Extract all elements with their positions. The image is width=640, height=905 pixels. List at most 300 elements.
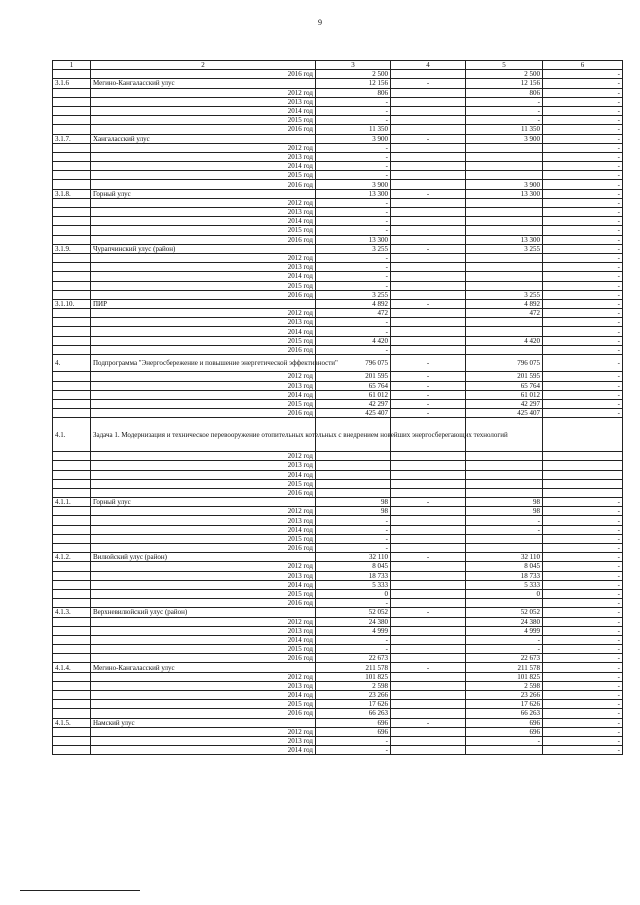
total-cell bbox=[316, 470, 391, 479]
other-cell bbox=[543, 461, 623, 470]
federal-cell bbox=[391, 599, 466, 608]
item-name-cell: Верхневилюйский улус (район) bbox=[91, 608, 316, 617]
federal-cell bbox=[391, 88, 466, 97]
federal-cell bbox=[391, 217, 466, 226]
year-cell: 2016 год bbox=[91, 125, 316, 134]
row-number-cell bbox=[53, 470, 91, 479]
regional-cell bbox=[466, 198, 543, 207]
table-row bbox=[53, 718, 623, 727]
other-cell: - bbox=[543, 663, 623, 672]
item-name-cell: Мегино-Кангаласский улус bbox=[91, 663, 316, 672]
total-cell bbox=[316, 488, 391, 497]
table-row bbox=[53, 516, 623, 525]
year-cell: 2012 год bbox=[91, 452, 316, 461]
row-number-cell bbox=[53, 125, 91, 134]
federal-cell bbox=[391, 654, 466, 663]
row-number-cell bbox=[53, 516, 91, 525]
other-cell: - bbox=[543, 79, 623, 88]
regional-cell: 22 673 bbox=[466, 654, 543, 663]
table-row bbox=[53, 418, 623, 452]
total-cell: 98 bbox=[316, 507, 391, 516]
total-cell: - bbox=[316, 253, 391, 262]
other-cell: - bbox=[543, 608, 623, 617]
federal-cell bbox=[391, 691, 466, 700]
table-row bbox=[53, 88, 623, 97]
regional-cell bbox=[466, 281, 543, 290]
total-cell: 211 578 bbox=[316, 663, 391, 672]
other-cell: - bbox=[543, 97, 623, 106]
regional-cell bbox=[466, 272, 543, 281]
total-cell: - bbox=[316, 171, 391, 180]
other-cell: - bbox=[543, 390, 623, 399]
regional-cell: 101 825 bbox=[466, 672, 543, 681]
footnote-divider bbox=[20, 890, 140, 891]
row-number-cell bbox=[53, 654, 91, 663]
table-row bbox=[53, 134, 623, 143]
other-cell: - bbox=[543, 299, 623, 308]
total-cell: 3 900 bbox=[316, 180, 391, 189]
federal-cell bbox=[391, 635, 466, 644]
row-number-cell bbox=[53, 381, 91, 390]
regional-cell bbox=[466, 479, 543, 488]
table-row bbox=[53, 470, 623, 479]
table-row bbox=[53, 299, 623, 308]
regional-cell: 3 255 bbox=[466, 290, 543, 299]
year-cell: 2012 год bbox=[91, 88, 316, 97]
federal-cell bbox=[391, 309, 466, 318]
row-number-cell bbox=[53, 709, 91, 718]
other-cell: - bbox=[543, 571, 623, 580]
regional-cell: 211 578 bbox=[466, 663, 543, 672]
row-number-cell bbox=[53, 235, 91, 244]
row-number-cell bbox=[53, 345, 91, 354]
other-cell: - bbox=[543, 599, 623, 608]
other-cell bbox=[543, 470, 623, 479]
row-number-cell bbox=[53, 106, 91, 115]
table-row bbox=[53, 681, 623, 690]
row-number-cell bbox=[53, 253, 91, 262]
other-cell: - bbox=[543, 263, 623, 272]
other-cell: - bbox=[543, 580, 623, 589]
federal-cell bbox=[391, 198, 466, 207]
regional-cell: 8 045 bbox=[466, 562, 543, 571]
other-cell: - bbox=[543, 327, 623, 336]
year-cell: 2012 год bbox=[91, 727, 316, 736]
other-cell: - bbox=[543, 226, 623, 235]
table-row bbox=[53, 180, 623, 189]
federal-cell bbox=[391, 525, 466, 534]
federal-cell: - bbox=[391, 663, 466, 672]
year-cell: 2013 год bbox=[91, 97, 316, 106]
federal-cell bbox=[391, 645, 466, 654]
other-cell: - bbox=[543, 372, 623, 381]
table-row bbox=[53, 372, 623, 381]
regional-cell: 0 bbox=[466, 589, 543, 598]
row-number-cell bbox=[53, 97, 91, 106]
total-cell bbox=[316, 479, 391, 488]
other-cell: - bbox=[543, 672, 623, 681]
other-cell: - bbox=[543, 116, 623, 125]
year-cell: 2016 год bbox=[91, 488, 316, 497]
federal-cell bbox=[391, 470, 466, 479]
total-cell: - bbox=[316, 143, 391, 152]
total-cell: 61 012 bbox=[316, 390, 391, 399]
row-number-cell bbox=[53, 452, 91, 461]
regional-cell: 3 900 bbox=[466, 180, 543, 189]
table-row bbox=[53, 217, 623, 226]
other-cell: - bbox=[543, 134, 623, 143]
item-name-cell: Хангаласский улус bbox=[91, 134, 316, 143]
federal-cell bbox=[391, 727, 466, 736]
other-cell: - bbox=[543, 700, 623, 709]
row-number-cell: 3.1.6 bbox=[53, 79, 91, 88]
row-number-cell bbox=[53, 70, 91, 79]
table-row bbox=[53, 244, 623, 253]
row-number-cell bbox=[53, 525, 91, 534]
row-number-cell bbox=[53, 309, 91, 318]
total-cell: 32 110 bbox=[316, 553, 391, 562]
row-number-cell bbox=[53, 372, 91, 381]
row-number-cell bbox=[53, 88, 91, 97]
other-cell: - bbox=[543, 736, 623, 745]
total-cell: 101 825 bbox=[316, 672, 391, 681]
total-cell: 13 300 bbox=[316, 235, 391, 244]
row-number-cell bbox=[53, 672, 91, 681]
total-cell: 42 297 bbox=[316, 399, 391, 408]
other-cell: - bbox=[543, 516, 623, 525]
row-number-cell bbox=[53, 617, 91, 626]
table-row bbox=[53, 381, 623, 390]
federal-cell bbox=[391, 318, 466, 327]
year-cell: 2012 год bbox=[91, 672, 316, 681]
regional-cell: 201 595 bbox=[466, 372, 543, 381]
regional-cell: 4 892 bbox=[466, 299, 543, 308]
federal-cell bbox=[391, 589, 466, 598]
year-cell: 2014 год bbox=[91, 162, 316, 171]
row-number-cell bbox=[53, 327, 91, 336]
year-cell: 2016 год bbox=[91, 544, 316, 553]
regional-cell: 98 bbox=[466, 507, 543, 516]
regional-cell bbox=[466, 226, 543, 235]
row-number-cell bbox=[53, 645, 91, 654]
table-row bbox=[53, 562, 623, 571]
table-row bbox=[53, 498, 623, 507]
row-number-cell: 4.1.1. bbox=[53, 498, 91, 507]
regional-cell: 4 999 bbox=[466, 626, 543, 635]
regional-cell: 11 350 bbox=[466, 125, 543, 134]
row-number-cell bbox=[53, 390, 91, 399]
table-row bbox=[53, 189, 623, 198]
other-cell: - bbox=[543, 162, 623, 171]
total-cell: - bbox=[316, 97, 391, 106]
column-header: 4 bbox=[391, 61, 466, 70]
regional-cell: 98 bbox=[466, 498, 543, 507]
total-cell: 806 bbox=[316, 88, 391, 97]
table-row bbox=[53, 125, 623, 134]
row-number-cell bbox=[53, 272, 91, 281]
other-cell bbox=[543, 479, 623, 488]
other-cell: - bbox=[543, 290, 623, 299]
regional-cell bbox=[466, 208, 543, 217]
other-cell: - bbox=[543, 507, 623, 516]
table-row bbox=[53, 525, 623, 534]
column-header: 6 bbox=[543, 61, 623, 70]
regional-cell bbox=[466, 746, 543, 755]
other-cell: - bbox=[543, 345, 623, 354]
item-name-cell: Чурапчинский улус (район) bbox=[91, 244, 316, 253]
regional-cell bbox=[466, 318, 543, 327]
row-number-cell bbox=[53, 318, 91, 327]
other-cell: - bbox=[543, 681, 623, 690]
federal-cell: - bbox=[391, 399, 466, 408]
regional-cell: - bbox=[466, 106, 543, 115]
year-cell: 2016 год bbox=[91, 409, 316, 418]
table-row bbox=[53, 736, 623, 745]
page-number: 9 bbox=[318, 18, 322, 27]
total-cell: 3 900 bbox=[316, 134, 391, 143]
other-cell: - bbox=[543, 355, 623, 372]
table-row bbox=[53, 727, 623, 736]
regional-cell: 3 255 bbox=[466, 244, 543, 253]
regional-cell: 696 bbox=[466, 727, 543, 736]
total-cell: - bbox=[316, 106, 391, 115]
regional-cell: 425 407 bbox=[466, 409, 543, 418]
other-cell: - bbox=[543, 626, 623, 635]
row-number-cell bbox=[53, 171, 91, 180]
federal-cell bbox=[391, 208, 466, 217]
other-cell: - bbox=[543, 727, 623, 736]
table-row bbox=[53, 327, 623, 336]
federal-cell: - bbox=[391, 299, 466, 308]
row-number-cell bbox=[53, 198, 91, 207]
row-number-cell: 4. bbox=[53, 355, 91, 372]
table-row bbox=[53, 198, 623, 207]
year-cell: 2015 год bbox=[91, 171, 316, 180]
federal-cell: - bbox=[391, 244, 466, 253]
other-cell: - bbox=[543, 125, 623, 134]
regional-cell bbox=[466, 152, 543, 161]
year-cell: 2014 год bbox=[91, 272, 316, 281]
row-number-cell bbox=[53, 626, 91, 635]
regional-cell: 472 bbox=[466, 309, 543, 318]
table-row bbox=[53, 355, 623, 372]
total-cell: 12 156 bbox=[316, 79, 391, 88]
regional-cell bbox=[466, 345, 543, 354]
other-cell: - bbox=[543, 534, 623, 543]
regional-cell bbox=[466, 143, 543, 152]
item-name-cell: Вилюйский улус (район) bbox=[91, 553, 316, 562]
row-number-cell: 3.1.8. bbox=[53, 189, 91, 198]
table-row bbox=[53, 281, 623, 290]
column-header: 5 bbox=[466, 61, 543, 70]
regional-cell: - bbox=[466, 645, 543, 654]
year-cell: 2012 год bbox=[91, 562, 316, 571]
year-cell: 2013 год bbox=[91, 516, 316, 525]
total-cell: 201 595 bbox=[316, 372, 391, 381]
year-cell: 2016 год bbox=[91, 599, 316, 608]
table-row bbox=[53, 70, 623, 79]
table-row bbox=[53, 608, 623, 617]
year-cell: 2015 год bbox=[91, 534, 316, 543]
year-cell: 2012 год bbox=[91, 143, 316, 152]
other-cell: - bbox=[543, 253, 623, 262]
regional-cell bbox=[466, 544, 543, 553]
year-cell: 2014 год bbox=[91, 217, 316, 226]
total-cell: - bbox=[316, 281, 391, 290]
federal-cell bbox=[391, 746, 466, 755]
federal-cell bbox=[391, 226, 466, 235]
year-cell: 2016 год bbox=[91, 70, 316, 79]
regional-cell: 65 764 bbox=[466, 381, 543, 390]
total-cell: - bbox=[316, 116, 391, 125]
table-row bbox=[53, 534, 623, 543]
federal-cell bbox=[391, 534, 466, 543]
year-cell: 2013 год bbox=[91, 681, 316, 690]
year-cell: 2015 год bbox=[91, 589, 316, 598]
federal-cell bbox=[391, 253, 466, 262]
other-cell: - bbox=[543, 217, 623, 226]
other-cell: - bbox=[543, 746, 623, 755]
other-cell: - bbox=[543, 106, 623, 115]
federal-cell bbox=[391, 681, 466, 690]
row-number-cell bbox=[53, 336, 91, 345]
table-row bbox=[53, 263, 623, 272]
column-header: 1 bbox=[53, 61, 91, 70]
year-cell: 2014 год bbox=[91, 390, 316, 399]
table-row bbox=[53, 617, 623, 626]
other-cell: - bbox=[543, 635, 623, 644]
total-cell: - bbox=[316, 318, 391, 327]
year-cell: 2012 год bbox=[91, 372, 316, 381]
total-cell: - bbox=[316, 226, 391, 235]
other-cell bbox=[543, 452, 623, 461]
table-row bbox=[53, 709, 623, 718]
regional-cell: 4 420 bbox=[466, 336, 543, 345]
row-number-cell bbox=[53, 746, 91, 755]
table-row bbox=[53, 208, 623, 217]
year-cell: 2014 год bbox=[91, 635, 316, 644]
federal-cell bbox=[391, 152, 466, 161]
row-number-cell: 4.1. bbox=[53, 418, 91, 452]
total-cell: - bbox=[316, 208, 391, 217]
year-cell: 2016 год bbox=[91, 290, 316, 299]
total-cell: 65 764 bbox=[316, 381, 391, 390]
other-cell: - bbox=[543, 617, 623, 626]
regional-cell bbox=[466, 162, 543, 171]
other-cell: - bbox=[543, 718, 623, 727]
item-name-cell: Горный улус bbox=[91, 189, 316, 198]
regional-cell: - bbox=[466, 525, 543, 534]
federal-cell: - bbox=[391, 553, 466, 562]
row-number-cell bbox=[53, 217, 91, 226]
table-row bbox=[53, 626, 623, 635]
regional-cell bbox=[466, 171, 543, 180]
total-cell: 66 263 bbox=[316, 709, 391, 718]
row-number-cell bbox=[53, 143, 91, 152]
regional-cell: - bbox=[466, 97, 543, 106]
year-cell: 2012 год bbox=[91, 253, 316, 262]
row-number-cell bbox=[53, 562, 91, 571]
federal-cell bbox=[391, 327, 466, 336]
table-row bbox=[53, 409, 623, 418]
table-row bbox=[53, 589, 623, 598]
other-cell: - bbox=[543, 235, 623, 244]
regional-cell bbox=[466, 253, 543, 262]
table-row bbox=[53, 672, 623, 681]
row-number-cell: 3.1.7. bbox=[53, 134, 91, 143]
total-cell: 2 598 bbox=[316, 681, 391, 690]
total-cell: 52 052 bbox=[316, 608, 391, 617]
total-cell: - bbox=[316, 544, 391, 553]
row-number-cell: 4.1.4. bbox=[53, 663, 91, 672]
federal-cell bbox=[391, 479, 466, 488]
other-cell: - bbox=[543, 544, 623, 553]
other-cell: - bbox=[543, 589, 623, 598]
table-row bbox=[53, 700, 623, 709]
year-cell: 2015 год bbox=[91, 226, 316, 235]
row-number-cell bbox=[53, 461, 91, 470]
regional-cell: 2 598 bbox=[466, 681, 543, 690]
regional-cell: 24 380 bbox=[466, 617, 543, 626]
federal-cell bbox=[391, 290, 466, 299]
regional-cell: 3 900 bbox=[466, 134, 543, 143]
table-row bbox=[53, 645, 623, 654]
total-cell: 3 255 bbox=[316, 290, 391, 299]
other-cell: - bbox=[543, 309, 623, 318]
regional-cell: - bbox=[466, 635, 543, 644]
regional-cell bbox=[466, 263, 543, 272]
other-cell: - bbox=[543, 143, 623, 152]
regional-cell: - bbox=[466, 116, 543, 125]
row-number-cell bbox=[53, 409, 91, 418]
row-number-cell: 3.1.10. bbox=[53, 299, 91, 308]
total-cell: 23 266 bbox=[316, 691, 391, 700]
row-number-cell bbox=[53, 507, 91, 516]
year-cell: 2013 год bbox=[91, 381, 316, 390]
other-cell: - bbox=[543, 336, 623, 345]
regional-cell: 42 297 bbox=[466, 399, 543, 408]
regional-cell bbox=[466, 461, 543, 470]
row-number-cell: 4.1.2. bbox=[53, 553, 91, 562]
total-cell: - bbox=[316, 635, 391, 644]
row-number-cell bbox=[53, 226, 91, 235]
column-header: 2 bbox=[91, 61, 316, 70]
row-number-cell bbox=[53, 736, 91, 745]
total-cell: - bbox=[316, 263, 391, 272]
total-cell: 4 420 bbox=[316, 336, 391, 345]
federal-cell bbox=[391, 562, 466, 571]
year-cell: 2012 год bbox=[91, 198, 316, 207]
table-row bbox=[53, 116, 623, 125]
regional-cell: 66 263 bbox=[466, 709, 543, 718]
year-cell: 2013 год bbox=[91, 736, 316, 745]
row-number-cell bbox=[53, 544, 91, 553]
regional-cell bbox=[466, 599, 543, 608]
federal-cell bbox=[391, 488, 466, 497]
regional-cell: 806 bbox=[466, 88, 543, 97]
year-cell: 2013 год bbox=[91, 571, 316, 580]
total-cell: - bbox=[316, 736, 391, 745]
other-cell: - bbox=[543, 525, 623, 534]
table-row bbox=[53, 79, 623, 88]
regional-cell: 23 266 bbox=[466, 691, 543, 700]
other-cell: - bbox=[543, 654, 623, 663]
total-cell: 4 892 bbox=[316, 299, 391, 308]
item-name-cell: Подпрограмма "Энергосбережение и повышение энергетической эффективности" bbox=[91, 355, 316, 372]
item-name-cell: ПИР bbox=[91, 299, 316, 308]
federal-cell bbox=[391, 700, 466, 709]
table-header-row bbox=[53, 61, 623, 70]
